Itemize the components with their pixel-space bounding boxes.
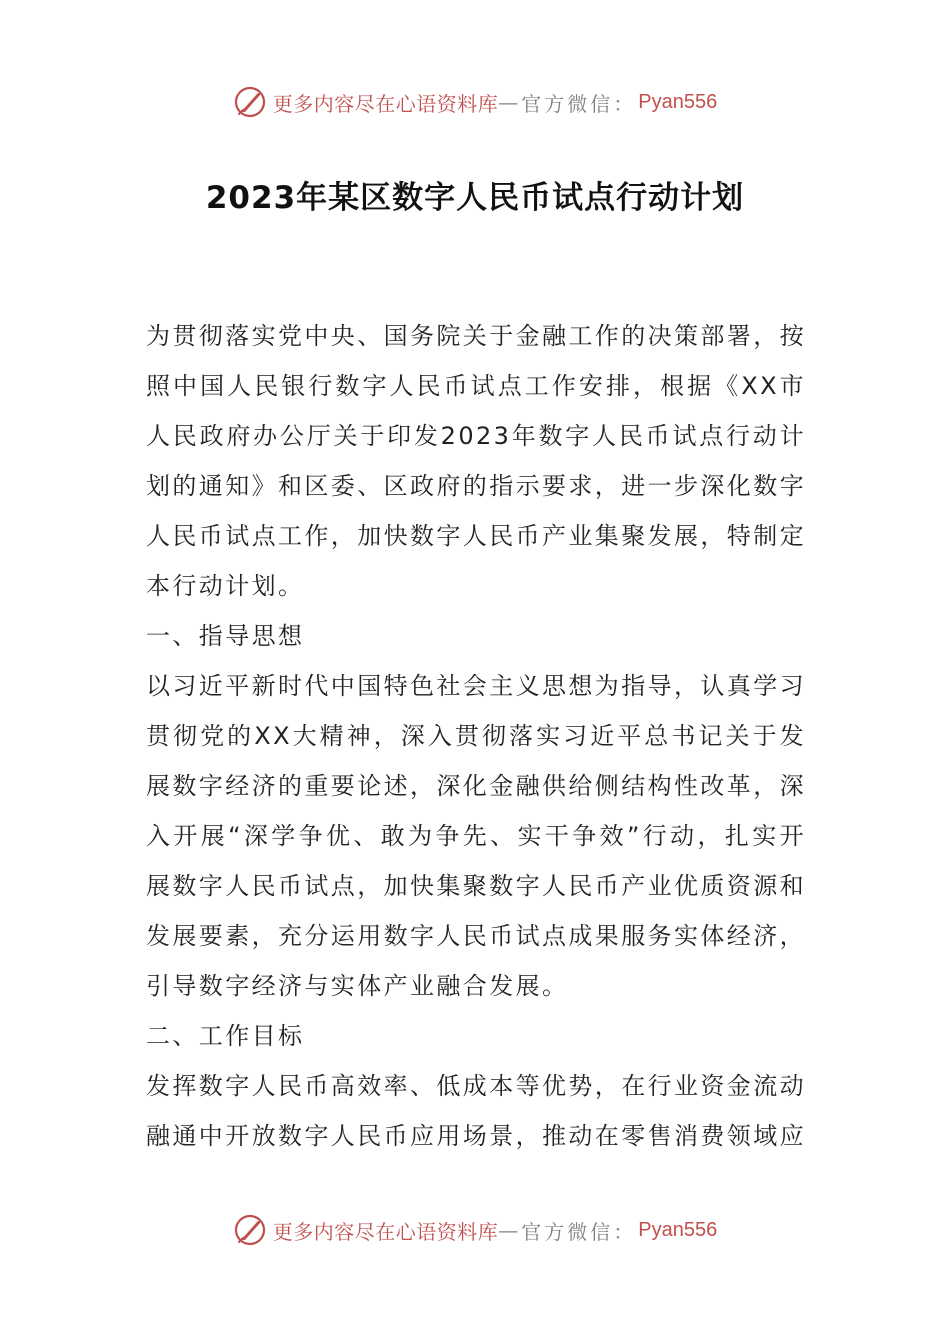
watermark-dash: — bbox=[498, 90, 522, 114]
section-heading-work-goals: 二、工作目标 bbox=[146, 1022, 305, 1050]
document-body bbox=[146, 311, 806, 1161]
quill-pen-logo-icon bbox=[233, 1213, 267, 1247]
footer-watermark bbox=[0, 1210, 950, 1250]
intro-paragraph: 为贯彻落实党中央、国务院关于金融工作的决策部署，按照中国人民银行数字人民币试点工作安排，根据《XX市人民政府办公厅关于印发2023年数字人民币试点行动计划的通知》和区委、区政府的指示要求，进一步深化数字人民币试点工作，加快数字人民币产业集聚发展，特制定本行动计划。 bbox=[146, 322, 806, 600]
watermark-wechat-id: Pyan556 bbox=[638, 90, 718, 113]
watermark-wechat-label: 官方微信： bbox=[521, 1219, 637, 1244]
watermark-dash: — bbox=[498, 1218, 522, 1242]
header-watermark bbox=[0, 82, 950, 122]
guiding-ideology-paragraph: 以习近平新时代中国特色社会主义思想为指导，认真学习贯彻党的XX大精神，深入贯彻落实习近平总书记关于发展数字经济的重要论述，深化金融供给侧结构性改革，深入开展“深学争优、敢为争先、实干争效”行动，扎实开展数字人民币试点，加快集聚数字人民币产业优质资源和发展要素，充分运用数字人民币试点成果服务实体经济，引导数字经济与实体产业融合发展。 bbox=[146, 672, 806, 1000]
document-title: 2023年某区数字人民币试点行动计划 bbox=[205, 180, 745, 216]
section-heading-guiding-ideology: 一、指导思想 bbox=[146, 622, 305, 650]
work-goals-paragraph: 发挥数字人民币高效率、低成本等优势，在行业资金流动融通中开放数字人民币应用场景，推动在零售消费领域应 bbox=[146, 1072, 806, 1150]
watermark-site-name: 更多内容尽在心语资料库 bbox=[272, 1219, 499, 1244]
watermark-wechat-id: Pyan556 bbox=[638, 1218, 718, 1241]
watermark-wechat-label: 官方微信： bbox=[521, 91, 637, 116]
watermark-site-name: 更多内容尽在心语资料库 bbox=[272, 91, 499, 116]
quill-pen-logo-icon bbox=[233, 85, 267, 119]
